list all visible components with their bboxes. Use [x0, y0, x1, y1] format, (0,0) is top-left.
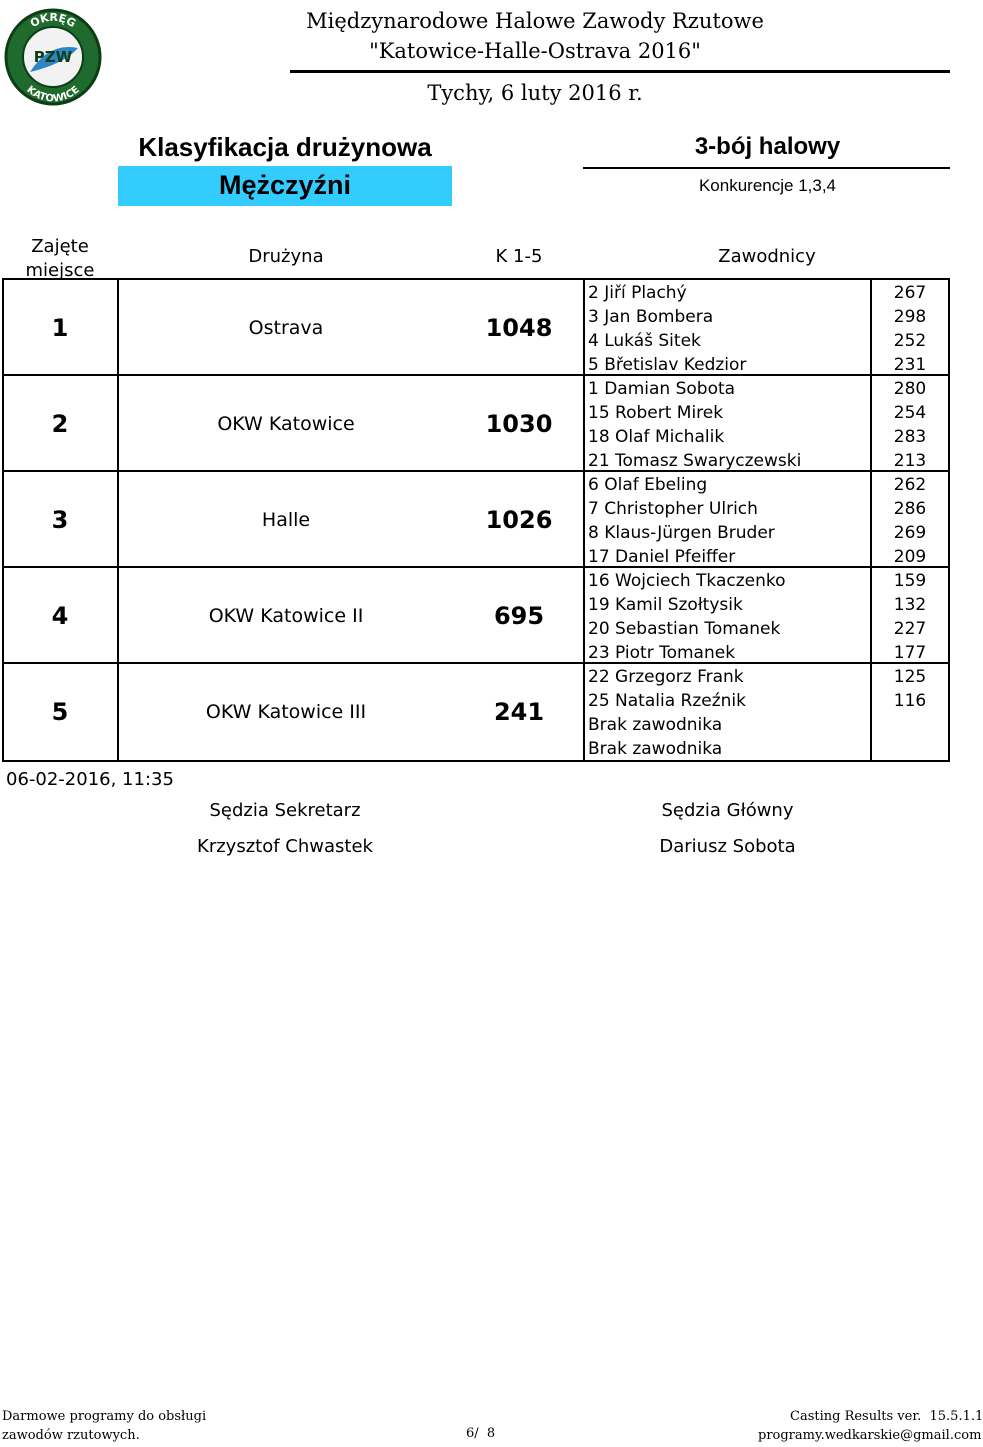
player-name: 25 Natalia Rzeźnik: [588, 691, 746, 711]
player-score: 269: [893, 523, 927, 543]
team-score: 1048: [485, 314, 553, 342]
team-score: 241: [493, 698, 545, 726]
judge-main-name: Dariusz Sobota: [659, 836, 796, 857]
player-name: Brak zawodnika: [588, 739, 723, 759]
header-k: K 1-5: [495, 246, 543, 267]
footer-left-line2: zawodów rzutowych.: [2, 1428, 140, 1443]
judge-secretary-title: Sędzia Sekretarz: [209, 800, 361, 821]
footer-right-line2: programy.wedkarskie@gmail.com: [758, 1428, 982, 1443]
team-score: 1030: [485, 410, 553, 438]
player-name: 16 Wojciech Tkaczenko: [588, 571, 786, 591]
player-name: 6 Olaf Ebeling: [588, 475, 708, 495]
player-name: 8 Klaus-Jürgen Bruder: [588, 523, 775, 543]
footer-left-line1: Darmowe programy do obsługi: [2, 1409, 207, 1424]
player-score: 298: [893, 307, 927, 327]
player-score: 231: [893, 355, 927, 375]
event-place-date: Tychy, 6 luty 2016 r.: [427, 81, 643, 105]
player-name: 22 Grzegorz Frank: [588, 667, 744, 687]
judge-main-title: Sędzia Główny: [661, 800, 794, 821]
player-score: 125: [893, 667, 927, 687]
team-score: 1026: [485, 506, 553, 534]
print-timestamp: 06-02-2016, 11:35: [6, 769, 174, 790]
team-place: 5: [51, 698, 69, 726]
player-name: 7 Christopher Ulrich: [588, 499, 758, 519]
player-name: 19 Kamil Szołtysik: [588, 595, 743, 615]
event-title-line2: "Katowice-Halle-Ostrava 2016": [369, 39, 701, 63]
player-score: 283: [893, 427, 927, 447]
team-place: 1: [51, 314, 69, 342]
team-name: OKW Katowice: [217, 413, 355, 435]
player-name: 20 Sebastian Tomanek: [588, 619, 781, 639]
team-name: Ostrava: [248, 317, 324, 339]
player-name: 17 Daniel Pfeiffer: [588, 547, 736, 567]
player-score: 267: [893, 283, 927, 303]
gender-label: Mężczyźni: [218, 170, 352, 200]
header-place: Zajęte miejsce: [25, 236, 95, 281]
okreg-katowice-logo: [4, 2, 102, 112]
discipline-divider: [583, 167, 950, 169]
team-place: 2: [51, 410, 69, 438]
player-score: 116: [893, 691, 927, 711]
player-score: 254: [893, 403, 927, 423]
player-score: 252: [893, 331, 927, 351]
player-score: 262: [893, 475, 927, 495]
footer-right-line1: Casting Results ver. 15.5.1.1: [790, 1409, 983, 1424]
player-name: 5 Břetislav Kedzior: [588, 355, 747, 375]
player-score: 177: [893, 643, 927, 663]
player-score: 132: [893, 595, 927, 615]
player-name: 18 Olaf Michalik: [588, 427, 725, 447]
player-name: 4 Lukáš Sitek: [588, 331, 701, 351]
player-score: 227: [893, 619, 927, 639]
player-name: 3 Jan Bombera: [588, 307, 714, 327]
player-name: 2 Jiří Plachý: [588, 283, 687, 303]
team-name: OKW Katowice II: [208, 605, 364, 627]
team-place: 3: [51, 506, 69, 534]
player-score: 286: [893, 499, 927, 519]
classification-title: Klasyfikacja drużynowa: [138, 132, 432, 162]
header-team: Drużyna: [248, 246, 324, 267]
judge-secretary-name: Krzysztof Chwastek: [197, 836, 373, 857]
player-score: 280: [893, 379, 927, 399]
player-name: 21 Tomasz Swaryczewski: [588, 451, 802, 471]
player-name: 15 Robert Mirek: [588, 403, 724, 423]
team-score: 695: [493, 602, 545, 630]
competitions-label: Konkurencje 1,3,4: [698, 176, 837, 195]
logo-emblem-text: PZW: [33, 48, 73, 66]
player-name: 1 Damian Sobota: [588, 379, 736, 399]
player-score: 209: [893, 547, 927, 567]
discipline-title: 3-bój halowy: [694, 133, 841, 160]
logo-top-text: OKRĘG: [27, 10, 79, 31]
title-divider: [290, 70, 950, 73]
player-name: Brak zawodnika: [588, 715, 723, 735]
player-score: 213: [893, 451, 927, 471]
team-name: OKW Katowice III: [205, 701, 367, 723]
player-score: 159: [893, 571, 927, 591]
header-players: Zawodnicy: [718, 246, 816, 267]
logo-bottom-text: KATOWICE: [24, 84, 82, 105]
event-title-line1: Międzynarodowe Halowe Zawody Rzutowe: [306, 9, 764, 33]
page-number: 6/ 8: [466, 1426, 496, 1441]
player-name: 23 Piotr Tomanek: [588, 643, 736, 663]
team-name: Halle: [261, 509, 311, 531]
team-place: 4: [51, 602, 69, 630]
